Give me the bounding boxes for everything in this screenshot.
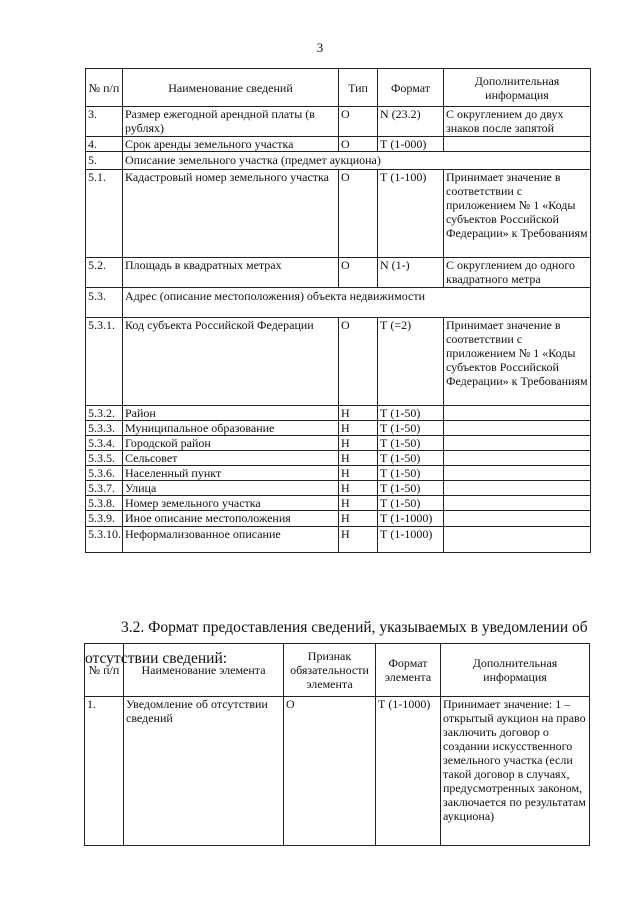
info-cell [444,496,591,511]
name-cell: Иное описание местоположения [123,511,339,527]
type-cell: Н [339,451,378,466]
format-cell: N (1-) [378,258,444,288]
type-cell: Н [339,406,378,421]
table-row [86,436,591,451]
info-table [85,68,591,553]
table-row [86,318,591,406]
name-cell: Срок аренды земельного участка [123,137,339,152]
format-cell: Т (1-1000) [378,511,444,527]
name-cell: Размер ежегодной арендной платы (в рублях) [123,107,339,137]
type-cell: О [339,258,378,288]
format-cell: N (23.2) [378,107,444,137]
column-header-format: Формат элемента [376,644,441,697]
type-cell: Н [339,436,378,451]
format-cell: Т (1-50) [378,466,444,481]
type-cell: О [339,170,378,258]
name-cell: Уведомление об отсутствии сведений [124,697,284,846]
type-cell: О [339,137,378,152]
row-number-cell: 4. [86,137,123,152]
table-row [86,527,591,553]
table-row [86,466,591,481]
name-cell: Район [123,406,339,421]
row-number-cell: 3. [86,107,123,137]
row-number-cell: 5.3.1. [86,318,123,406]
row-number-cell: 5. [86,152,123,170]
column-header-num: № п/п [85,644,124,697]
row-number-cell: 5.3.4. [86,436,123,451]
name-cell: Муниципальное образование [123,421,339,436]
section-heading-text: 3.2. Формат предоставления сведений, указываемых в уведомлении об отсутствии сведений: [85,619,588,667]
info-cell [444,466,591,481]
table-row [86,481,591,496]
column-header-info: Дополнительная информация [441,644,590,697]
table-row [86,137,591,152]
row-number-cell: 5.3.8. [86,496,123,511]
table-row [86,451,591,466]
name-cell: Код субъекта Российской Федерации [123,318,339,406]
row-number-cell: 5.1. [86,170,123,258]
format-cell: Т (1-50) [378,406,444,421]
column-header-element: Наименование элемента [124,644,284,697]
row-number-cell: 5.3.10. [86,527,123,553]
name-cell: Городской район [123,436,339,451]
section-span-cell: Описание земельного участка (предмет аукциона) [123,152,591,170]
info-cell [444,527,591,553]
type-cell: О [284,697,376,846]
info-cell [444,436,591,451]
table-row [86,152,591,170]
table-row [85,697,590,846]
info-cell: С округлением до двух знаков после запятой [444,107,591,137]
section-span-cell: Адрес (описание местоположения) объекта недвижимости [123,288,591,318]
table-row [86,421,591,436]
name-cell: Площадь в квадратных метрах [123,258,339,288]
row-number-cell: 5.3.2. [86,406,123,421]
column-header-name: Наименование сведений [123,69,339,107]
table-row [86,288,591,318]
type-cell: Н [339,466,378,481]
info-cell [444,137,591,152]
format-cell: Т (1-000) [378,137,444,152]
type-cell: Н [339,496,378,511]
table-row [86,258,591,288]
column-header-type: Тип [339,69,378,107]
table-row [86,511,591,527]
column-header-required: Признак обязательности элемента [284,644,376,697]
type-cell: Н [339,421,378,436]
info-cell [444,511,591,527]
info-cell [444,481,591,496]
info-cell [444,421,591,436]
format-cell: Т (=2) [378,318,444,406]
type-cell: Н [339,511,378,527]
row-number-cell: 5.3. [86,288,123,318]
type-cell: О [339,107,378,137]
format-cell: Т (1-1000) [378,527,444,553]
format-cell: Т (1-100) [378,170,444,258]
row-number-cell: 5.3.5. [86,451,123,466]
row-number-cell: 5.2. [86,258,123,288]
table-header-row [86,69,591,107]
column-header-format: Формат [378,69,444,107]
format-cell: Т (1-50) [378,436,444,451]
notice-table [84,643,590,846]
type-cell: Н [339,481,378,496]
table-row [86,406,591,421]
row-number-cell: 5.3.6. [86,466,123,481]
row-number-cell: 5.3.3. [86,421,123,436]
format-cell: Т (1-50) [378,421,444,436]
info-cell [444,451,591,466]
format-cell: Т (1-50) [378,451,444,466]
name-cell: Неформализованное описание [123,527,339,553]
name-cell: Кадастровый номер земельного участка [123,170,339,258]
table-header-row [85,644,590,697]
name-cell: Сельсовет [123,451,339,466]
type-cell: Н [339,527,378,553]
format-cell: Т (1-50) [378,481,444,496]
row-number-cell: 5.3.7. [86,481,123,496]
info-cell: Принимает значение: 1 – открытый аукцион на право заключить договор о создании искусственного земельного участка (если такой договор в случаях, предусмотренных законом, заключается по результатам аукциона) [441,697,590,846]
info-cell: Принимает значение в соответствии с приложением № 1 «Коды субъектов Российской Федерации» к Требованиям [444,170,591,258]
row-number-cell: 5.3.9. [86,511,123,527]
table-row [86,170,591,258]
name-cell: Населенный пункт [123,466,339,481]
type-cell: О [339,318,378,406]
name-cell: Улица [123,481,339,496]
table-row [86,107,591,137]
column-header-info: Дополнительная информация [444,69,591,107]
info-cell: С округлением до одного квадратного метра [444,258,591,288]
info-cell: Принимает значение в соответствии с приложением № 1 «Коды субъектов Российской Федерации» к Требованиям [444,318,591,406]
format-cell: Т (1-1000) [376,697,441,846]
table-row [86,496,591,511]
format-cell: Т (1-50) [378,496,444,511]
column-header-num: № п/п [86,69,123,107]
name-cell: Номер земельного участка [123,496,339,511]
info-cell [444,406,591,421]
page-number: 3 [316,40,324,55]
row-number-cell: 1. [85,697,124,846]
